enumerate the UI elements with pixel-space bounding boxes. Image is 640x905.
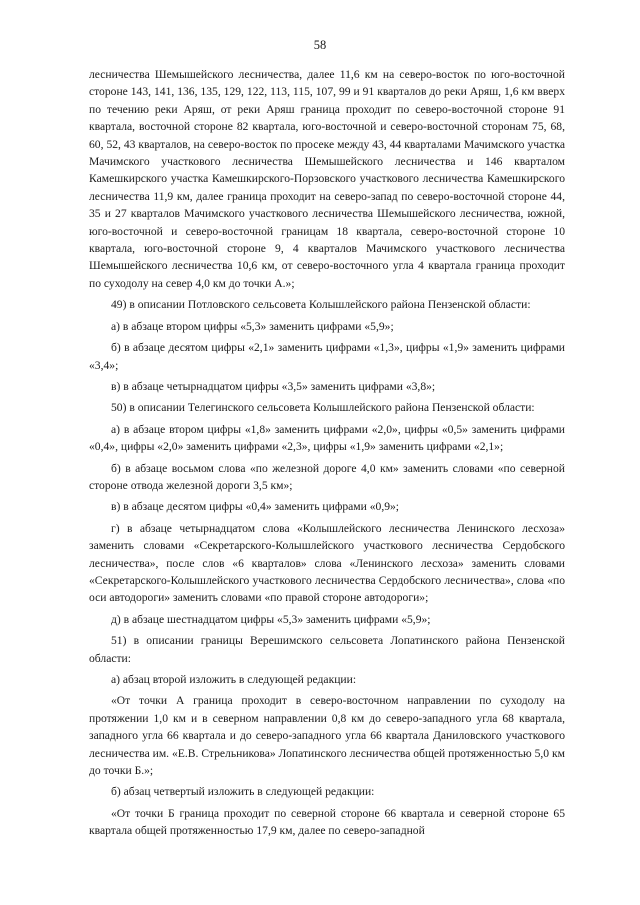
paragraph-item-49a: а) в абзаце втором цифры «5,3» заменить цифрами «5,9»;: [111, 319, 394, 333]
paragraph-item-50: 50) в описании Телегинского сельсовета Колышлейского района Пензенской области:: [111, 401, 535, 415]
paragraph-item-51b: б) абзац четвертый изложить в следующей редакции:: [111, 785, 375, 799]
paragraph-item-49b: б) в абзаце десятом цифры «2,1» заменить цифрами «1,3», цифры «1,9» заменить цифрами «3,4»;: [89, 341, 565, 372]
paragraph-item-51: 51) в описании границы Верешимского сельсовета Лопатинского района Пензенской области:: [89, 634, 565, 665]
paragraph-item-50c: в) в абзаце десятом цифры «0,4» заменить цифрами «0,9»;: [111, 500, 400, 514]
paragraph-item-50a: а) в абзаце втором цифры «1,8» заменить цифрами «2,0», цифры «0,5» заменить цифрами «0,4», цифры «2,0» заменить цифрами «2,3», цифры «1,9» заменить цифрами «2,1»;: [89, 422, 565, 454]
paragraph-continuation: лесничества Шемышейского лесничества, далее 11,6 км на северо-восток по юго-восточной стороне 143, 141, 136, 135, 129, 122, 113, 115, 107, 99 и 91 кварталов до реки Аряш, 1,6 км вверх по течению реки Аряш, от реки Аряш граница проходит по северо-восточной стороне 91 квартала, восточной стороне 82 квартала, юго-восточной и северо-восточной сторонам 75, 68, 60, 52, 43 кварталов, на северо-восток по просеке между 43, 44 кварталами Мачимского участка Мачимского участкового лесничества Шемышейского лесничества и 146 кварталом Камешкирского участка Камешкирского-Порзовского участкового лесничества Камешкирского лесничества 11,9 км, далее граница проходит на северо-запад по северо-восточной стороне 44, 35 и 27 кварталов Мачимского участкового лесничества Шемышейского лесничества, южной, юго-восточной и северо-восточной границам 18 квартала, северо-восточной стороне 10 квартала, юго-восточной стороне 9, 4 кварталов Мачимского участкового лесничества Шемышейского лесничества 10,6 км, от северо-восточного угла 4 квартала граница проходит по суходолу на север 4,0 км до точки А.»;: [89, 68, 565, 290]
paragraph-quote-point-a: «От точки А граница проходит в северо-восточном направлении по суходолу на протяжении 1,0 км и в северном направлении 0,8 км до северо-западного угла 68 квартала, западного угла 66 квартала и до северо-западного угла 66 квартала Даниловского участкового лесничества им. «Е.В. Стрельникова» Лопатинского лесничества общей протяженностью 5,0 км до точки Б.»;: [89, 694, 565, 778]
paragraph-item-49c: в) в абзаце четырнадцатом цифры «3,5» заменить цифрами «3,8»;: [111, 379, 436, 393]
paragraph-quote-point-b: «От точки Б граница проходит по северной стороне 66 квартала и северной стороне 65 квартала общей протяженностью 17,9 км, далее по северо-западной: [89, 806, 565, 838]
paragraph-item-50b: б) в абзаце восьмом слова «по железной дороге 4,0 км» заменить словами «по северной стороне отвода железной дороги 3,5 км»;: [89, 461, 565, 492]
page-number: 58: [313, 38, 327, 52]
paragraph-item-50e: д) в абзаце шестнадцатом цифры «5,3» заменить цифрами «5,9»;: [111, 612, 431, 626]
paragraph-item-49: 49) в описании Потловского сельсовета Колышлейского района Пензенской области:: [111, 298, 531, 312]
paragraph-item-50d: г) в абзаце четырнадцатом слова «Колышлейского лесничества Ленинского лесхоза» заменить словами «Секретарского-Колышлейского участкового лесничества Сердобского лесничества», после слов «6 кварталов» слова «Ленинского лесхоза» заменить словами «Секретарского-Колышлейского участкового лесничества Сердобского лесничества», слова «по оси автодороги» заменить словами «по правой стороне автодороги»;: [89, 521, 565, 605]
document-body: [89, 66, 565, 840]
paragraph-item-51a: а) абзац второй изложить в следующей редакции:: [111, 673, 357, 686]
